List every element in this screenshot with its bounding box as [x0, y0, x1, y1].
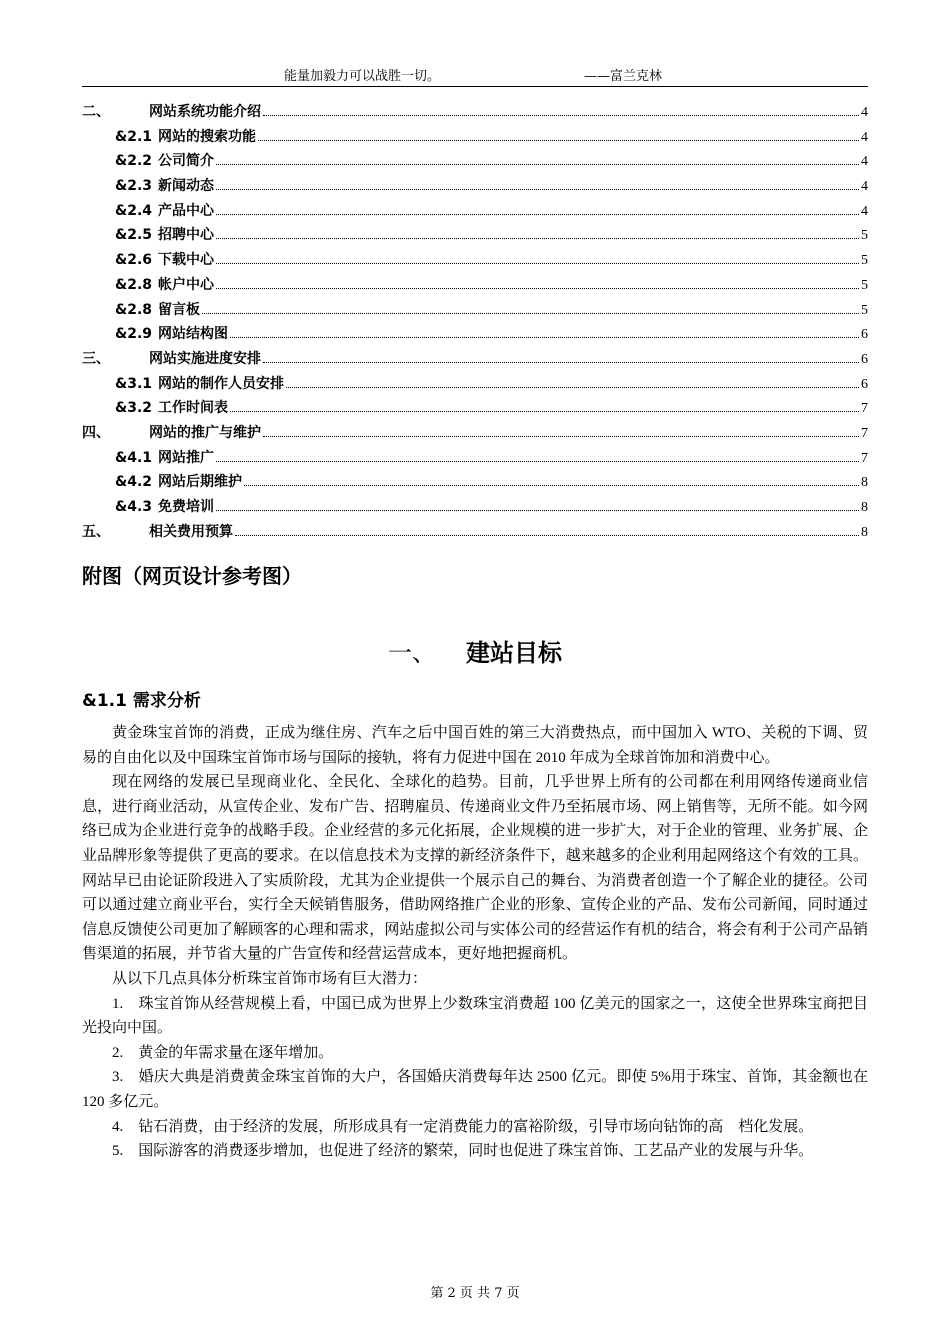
toc-entry[interactable] [82, 249, 868, 274]
toc-entry[interactable] [82, 126, 868, 151]
toc-entry-title: 下载中心 [158, 252, 215, 269]
chapter-number: 一、 [388, 639, 436, 667]
toc-entry[interactable] [82, 373, 868, 398]
toc-entry-title: 相关费用预算 [149, 523, 233, 540]
toc-entry[interactable] [82, 521, 868, 546]
toc-entry-title: 留言板 [158, 301, 201, 318]
toc-entry-title: 网站的制作人员安排 [158, 375, 285, 392]
toc-entry-number: 五、 [82, 523, 110, 540]
toc-entry-title: 网站的推广与维护 [149, 424, 261, 441]
body-text [82, 721, 868, 1164]
toc-entry-page: 4 [861, 179, 868, 195]
toc-entry-number: 四、 [82, 424, 110, 441]
header-motto: 能量加毅力可以战胜一切。 [284, 69, 441, 84]
toc-leader-dots [202, 312, 859, 314]
toc-leader-dots [258, 139, 859, 141]
toc-entry-number: &2.5 [115, 227, 153, 244]
toc-entry-number: &2.4 [115, 202, 153, 219]
paragraph: 2. 黄金的年需求量在逐年增加。 [112, 1044, 334, 1061]
toc-entry-page: 4 [861, 129, 868, 145]
toc-entry[interactable] [82, 175, 868, 200]
paragraph: 黄金珠宝首饰的消费，正成为继住房、汽车之后中国百姓的第三大消费热点，而中国加入 WTO、关税的下调、贸易的自由化以及中国珠宝首饰市场与国际的接轨，将有力促进中国在 2010 年成为全球首饰加和消费中心。 [82, 725, 868, 766]
toc-entry-page: 7 [861, 450, 868, 466]
toc-entry-number: &3.2 [115, 400, 153, 417]
toc-entry-title: 网站实施进度安排 [149, 350, 261, 367]
toc-entry-title: 产品中心 [158, 202, 215, 219]
toc-entry[interactable] [82, 496, 868, 521]
toc-entry-number: &2.2 [115, 153, 153, 170]
toc-entry-title: 网站后期维护 [158, 474, 243, 491]
header-author: ——富兰克林 [584, 69, 663, 84]
toc-entry-page: 6 [861, 327, 868, 343]
toc-entry-title: 招聘中心 [158, 227, 215, 244]
toc-entry-title: 网站推广 [158, 449, 215, 466]
chapter-title: 建站目标 [466, 639, 562, 667]
toc-entry-page: 6 [861, 351, 868, 367]
toc-entry[interactable] [82, 274, 868, 299]
toc-leader-dots [230, 410, 859, 412]
toc-leader-dots [244, 484, 859, 486]
toc-entry-number: &4.1 [115, 449, 153, 466]
toc-leader-dots [216, 163, 859, 165]
toc-entry-title: 新闻动态 [158, 178, 215, 195]
toc-entry[interactable] [82, 447, 868, 472]
paragraph: 1. 珠宝首饰从经营规模上看，中国已成为世界上少数珠宝消费超 100 亿美元的国家之一，这使全世界珠宝商把目光投向中国。 [82, 995, 868, 1037]
toc-leader-dots [216, 509, 859, 511]
chapter-heading [0, 633, 950, 668]
toc-entry-title: 网站结构图 [158, 326, 229, 343]
toc-entry[interactable] [82, 150, 868, 175]
toc-entry-page: 8 [861, 475, 868, 491]
toc-entry-title: 工作时间表 [158, 400, 229, 417]
paragraph: 从以下几点具体分析珠宝首饰市场有巨大潜力： [112, 970, 428, 987]
toc-leader-dots [235, 534, 859, 536]
toc-entry-page: 5 [861, 277, 868, 293]
toc-entry-page: 4 [861, 203, 868, 219]
toc-leader-dots [263, 114, 859, 116]
toc-entry-title: 帐户中心 [158, 276, 215, 293]
toc-leader-dots [216, 262, 859, 264]
toc-entry-title: 网站系统功能介绍 [149, 104, 261, 120]
toc-leader-dots [216, 237, 859, 239]
toc-leader-dots [263, 361, 859, 363]
toc-entry-page: 4 [861, 154, 868, 170]
toc-entry[interactable] [82, 224, 868, 249]
page-header [82, 68, 868, 87]
toc-entry-page: 6 [861, 376, 868, 392]
toc-leader-dots [263, 435, 859, 437]
toc-entry-number: 三、 [82, 350, 110, 367]
toc-entry[interactable] [82, 397, 868, 422]
toc-leader-dots [286, 386, 859, 388]
toc-entry-number: &2.9 [115, 326, 153, 343]
toc-entry-number: &2.8 [115, 276, 153, 293]
toc-leader-dots [216, 213, 859, 215]
toc-entry[interactable] [82, 299, 868, 324]
toc-entry-number: &2.1 [115, 128, 153, 145]
toc-entry[interactable] [82, 323, 868, 348]
toc-entry-number: 二、 [82, 104, 110, 120]
paragraph: 3. 婚庆大典是消费黄金珠宝首饰的大户，各国婚庆消费每年达 2500 亿元。即使 5%用于珠宝、首饰，其金额也在 120 多亿元。 [82, 1069, 868, 1110]
toc-entry-number: &3.1 [115, 375, 153, 392]
toc-leader-dots [230, 336, 859, 338]
toc-entry-title: 免费培训 [158, 499, 215, 515]
toc-leader-dots [216, 287, 859, 289]
paragraph: 4. 钻石消费，由于经济的发展，所形成具有一定消费能力的富裕阶级，引导市场向钻饰的高 档化发展。 [112, 1118, 814, 1135]
appendix-heading: 附图（网页设计参考图） [82, 564, 302, 588]
paragraph: 现在网络的发展已呈现商业化、全民化、全球化的趋势。目前，几乎世界上所有的公司都在利用网络传递商业信息，进行商业活动，从宣传企业、发布广告、招聘雇员、传递商业文件乃至拓展市场、网上销售等，无所不能。如今网络已成为企业进行竞争的战略手段。企业经营的多元化拓展，企业规模的进一步扩大，对于企业的管理、业务扩展、企业品牌形象等提供了更高的要求。在以信息技术为支撑的新经济条件下，越来越多的企业利用起网络这个有效的工具。网站早已由论证阶段进入了实质阶段，尤其为企业提供一个展示自己的舞台、为消费者创造一个了解企业的捷径。公司可以通过建立商业平台，实行全天候销售服务，借助网络推广企业的形象、宣传企业的产品、发布公司新闻，同时通过信息反馈使公司更加了解顾客的心理和需求，网站虚拟公司与实体公司的经营运作有机的结合，将会有利于公司产品销售渠道的拓展，并节省大量的广告宣传和经营运营成本，更好地把握商机。 [82, 774, 868, 963]
toc-entry-page: 5 [861, 302, 868, 318]
toc-entry-number: &2.3 [115, 178, 153, 195]
section-heading: &1.1 需求分析 [82, 691, 201, 711]
toc-entry[interactable] [82, 101, 868, 126]
paragraph: 5. 国际游客的消费逐步增加，也促进了经济的繁荣，同时也促进了珠宝首饰、工艺品产业的发展与升华。 [112, 1143, 814, 1160]
toc-entry-page: 8 [861, 500, 868, 515]
toc-leader-dots [216, 460, 859, 462]
toc-entry-title: 网站的搜索功能 [158, 128, 257, 145]
toc-entry-page: 5 [861, 253, 868, 269]
toc-entry-number: &4.3 [115, 499, 153, 515]
toc-entry[interactable] [82, 200, 868, 225]
toc-entry-page: 8 [861, 524, 868, 540]
toc-entry-page: 7 [861, 425, 868, 441]
toc-entry-page: 7 [861, 401, 868, 417]
toc-entry[interactable] [82, 348, 868, 373]
toc-entry-page: 4 [861, 105, 868, 120]
table-of-contents [82, 101, 868, 545]
toc-entry-page: 5 [861, 228, 868, 244]
toc-entry[interactable] [82, 471, 868, 496]
toc-entry-number: &4.2 [115, 474, 153, 491]
toc-entry-number: &2.6 [115, 252, 153, 269]
toc-entry-number: &2.8 [115, 301, 153, 318]
toc-entry[interactable] [82, 422, 868, 447]
toc-leader-dots [216, 188, 859, 190]
toc-entry-title: 公司简介 [158, 153, 215, 170]
page-footer: 第 2 页 共 7 页 [430, 1286, 520, 1301]
